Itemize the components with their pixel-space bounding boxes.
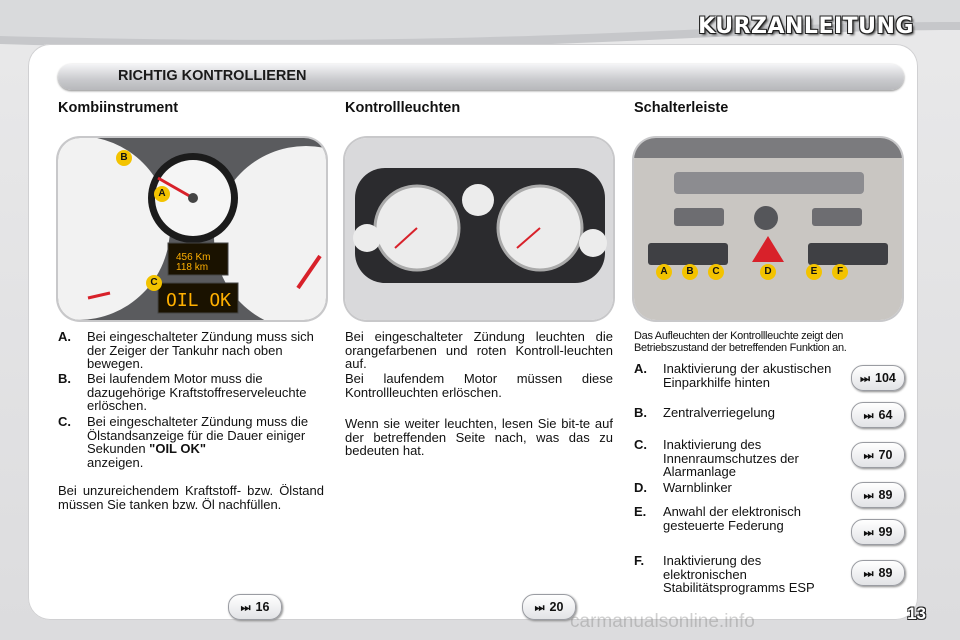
item-key: B. xyxy=(58,371,71,386)
item-text-post: anzeigen. xyxy=(87,454,144,470)
ref-number: 70 xyxy=(878,448,893,462)
callout-c: C xyxy=(146,275,162,291)
fast-forward-icon: ⏭ xyxy=(863,450,874,462)
callout-a: A xyxy=(154,186,170,202)
col3-item-e xyxy=(634,505,834,535)
ref-link-99[interactable] xyxy=(851,519,905,545)
col2-paragraph-2: Bei laufendem Motor müssen diese Kontrollleuchten erlöschen. xyxy=(345,371,613,400)
item-text xyxy=(87,415,324,469)
item-text: Inaktivierung des Innenraumschutzes der Alarmanlage xyxy=(663,437,799,479)
col2-paragraph-3: Wenn sie weiter leuchten, lesen Sie bit-te auf der betreffenden Seite nach, was das zu bedeuten hat. xyxy=(345,416,613,458)
ref-number: 89 xyxy=(878,488,893,502)
switch-letter-d: D xyxy=(760,264,776,280)
ref-link-104[interactable] xyxy=(851,365,905,391)
col1-item-a xyxy=(58,330,324,372)
item-key: C. xyxy=(58,414,71,429)
item-text: Bei laufendem Motor muss die dazugehörige Kraftstoffreserveleuchte erlöschen. xyxy=(87,371,307,413)
oil-ok-display: OIL OK xyxy=(166,290,232,311)
ref-link-89-d[interactable] xyxy=(851,482,905,508)
fast-forward-icon: ⏭ xyxy=(860,373,871,385)
item-key: F. xyxy=(634,553,645,568)
item-key: A. xyxy=(58,329,71,344)
item-key: E. xyxy=(634,504,647,519)
section-bar xyxy=(58,64,904,90)
section-title: RICHTIG KONTROLLIEREN xyxy=(118,68,307,84)
fast-forward-icon: ⏭ xyxy=(863,410,874,422)
item-text: Anwahl der elektronisch gesteuerte Federung xyxy=(663,504,802,533)
item-text: Inaktivierung des elektronischen Stabilitätsprogramms ESP xyxy=(663,553,815,595)
fast-forward-icon: ⏭ xyxy=(863,568,874,580)
ref-link-20[interactable] xyxy=(522,594,576,620)
odometer-total: 456 Km xyxy=(176,252,211,263)
callout-b: B xyxy=(116,150,132,166)
instrument-cluster-photo xyxy=(58,138,326,320)
ref-link-70[interactable] xyxy=(851,442,905,468)
item-text: Bei eingeschalteter Zündung muss sich der Zeiger der Tankuhr nach oben bewegen. xyxy=(87,329,314,371)
ref-link-64[interactable] xyxy=(851,402,905,428)
col3-item-c xyxy=(634,438,834,480)
warning-lights-photo xyxy=(345,138,613,320)
col3-title: Schalterleiste xyxy=(634,100,729,116)
switch-letter-b: B xyxy=(682,264,698,280)
fast-forward-icon: ⏭ xyxy=(863,527,874,539)
ref-link-16[interactable] xyxy=(228,594,282,620)
col3-item-b xyxy=(634,406,834,422)
switch-panel-illustration xyxy=(634,138,902,320)
col3-item-d xyxy=(634,481,834,497)
col1-item-b xyxy=(58,372,324,414)
item-text-pre: Bei eingeschalteter Zündung muss die Ölstandsanzeige für die Dauer einiger Sekunden xyxy=(87,414,309,456)
ref-number: 64 xyxy=(878,408,893,422)
switch-letter-c: C xyxy=(708,264,724,280)
item-key: C. xyxy=(634,437,647,452)
warning-lights-illustration xyxy=(345,138,613,320)
item-key: B. xyxy=(634,405,647,420)
switch-letter-a: A xyxy=(656,264,672,280)
ref-number: 20 xyxy=(549,600,564,614)
ref-number: 99 xyxy=(878,525,893,539)
item-text: Zentralverriegelung xyxy=(663,405,776,420)
col3-intro: Das Aufleuchten der Kontrollleuchte zeigt den Betriebszustand der betreffenden Funktion an. xyxy=(634,330,847,354)
ref-number: 89 xyxy=(878,566,893,580)
fast-forward-icon: ⏭ xyxy=(863,490,874,502)
fast-forward-icon: ⏭ xyxy=(240,602,251,614)
switch-letter-row xyxy=(656,264,896,282)
ref-number: 16 xyxy=(255,600,270,614)
col1-item-c xyxy=(58,415,324,471)
col2-title: Kontrollleuchten xyxy=(345,100,461,116)
item-text: Warnblinker xyxy=(663,480,732,495)
watermark-text: carmanualsonline.info xyxy=(570,611,755,632)
switch-panel-photo xyxy=(634,138,902,320)
item-key: A. xyxy=(634,361,647,376)
ref-number: 104 xyxy=(875,371,896,385)
item-key: D. xyxy=(634,480,647,495)
odometer-trip: 118 km xyxy=(176,262,209,273)
col2-paragraph-1: Bei eingeschalteter Zündung leuchten die orangefarbenen und roten Kontroll-leuchten auf. xyxy=(345,329,613,371)
fast-forward-icon: ⏭ xyxy=(534,602,545,614)
col3-item-f xyxy=(634,554,834,596)
col3-item-a xyxy=(634,362,834,404)
switch-letter-e: E xyxy=(806,264,822,280)
col1-footer: Bei unzureichendem Kraftstoff- bzw. Ölstand müssen Sie tanken bzw. Öl nachfüllen. xyxy=(58,483,324,512)
page-number: 13 xyxy=(907,604,926,623)
col1-title: Kombiinstrument xyxy=(58,100,179,116)
switch-letter-f: F xyxy=(832,264,848,280)
item-text-bold: "OIL OK" xyxy=(149,441,207,456)
brand-title: KURZANLEITUNG xyxy=(698,14,914,39)
item-text: Inaktivierung der akustischen Einparkhilfe hinten xyxy=(663,361,832,390)
ref-link-89-f[interactable] xyxy=(851,560,905,586)
